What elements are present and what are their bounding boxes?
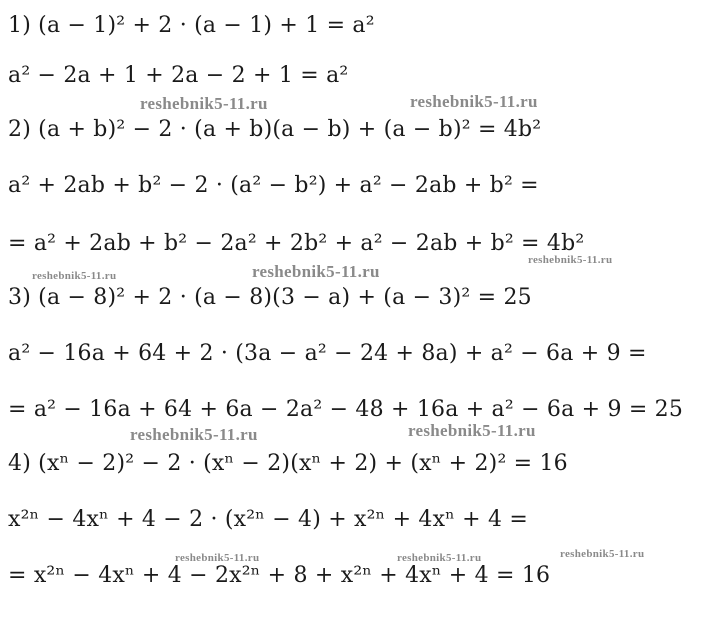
watermark: reshebnik5-11.ru — [397, 552, 482, 564]
watermark: reshebnik5-11.ru — [560, 548, 645, 560]
equation-line-2: a² − 2a + 1 + 2a − 2 + 1 = a² — [8, 63, 349, 88]
watermark: reshebnik5-11.ru — [410, 92, 538, 111]
equation-line-6: 3) (a − 8)² + 2 · (a − 8)(3 − a) + (a − 3)² = 25 — [8, 285, 532, 310]
watermark: reshebnik5-11.ru — [175, 552, 260, 564]
watermark: reshebnik5-11.ru — [528, 254, 613, 266]
equation-line-10: x²ⁿ − 4xⁿ + 4 − 2 · (x²ⁿ − 4) + x²ⁿ + 4xⁿ + 4 = — [8, 507, 528, 532]
watermark: reshebnik5-11.ru — [32, 270, 117, 282]
equation-line-4: a² + 2ab + b² − 2 · (a² − b²) + a² − 2ab + b² = — [8, 173, 539, 198]
equation-line-11: = x²ⁿ − 4xⁿ + 4 − 2x²ⁿ + 8 + x²ⁿ + 4xⁿ + 4 = 16 — [8, 563, 551, 588]
equation-line-3: 2) (a + b)² − 2 · (a + b)(a − b) + (a − b)² = 4b² — [8, 117, 542, 142]
equation-line-8: = a² − 16a + 64 + 6a − 2a² − 48 + 16a + a² − 6a + 9 = 25 — [8, 397, 684, 422]
watermark: reshebnik5-11.ru — [130, 425, 258, 444]
watermark: reshebnik5-11.ru — [252, 262, 380, 281]
equation-line-1: 1) (a − 1)² + 2 · (a − 1) + 1 = a² — [8, 13, 375, 38]
equation-line-5: = a² + 2ab + b² − 2a² + 2b² + a² − 2ab + b² = 4b² — [8, 231, 585, 256]
equation-line-9: 4) (xⁿ − 2)² − 2 · (xⁿ − 2)(xⁿ + 2) + (xⁿ + 2)² = 16 — [8, 451, 568, 476]
equation-line-7: a² − 16a + 64 + 2 · (3a − a² − 24 + 8a) + a² − 6a + 9 = — [8, 341, 647, 366]
watermark: reshebnik5-11.ru — [140, 94, 268, 113]
watermark: reshebnik5-11.ru — [408, 421, 536, 440]
